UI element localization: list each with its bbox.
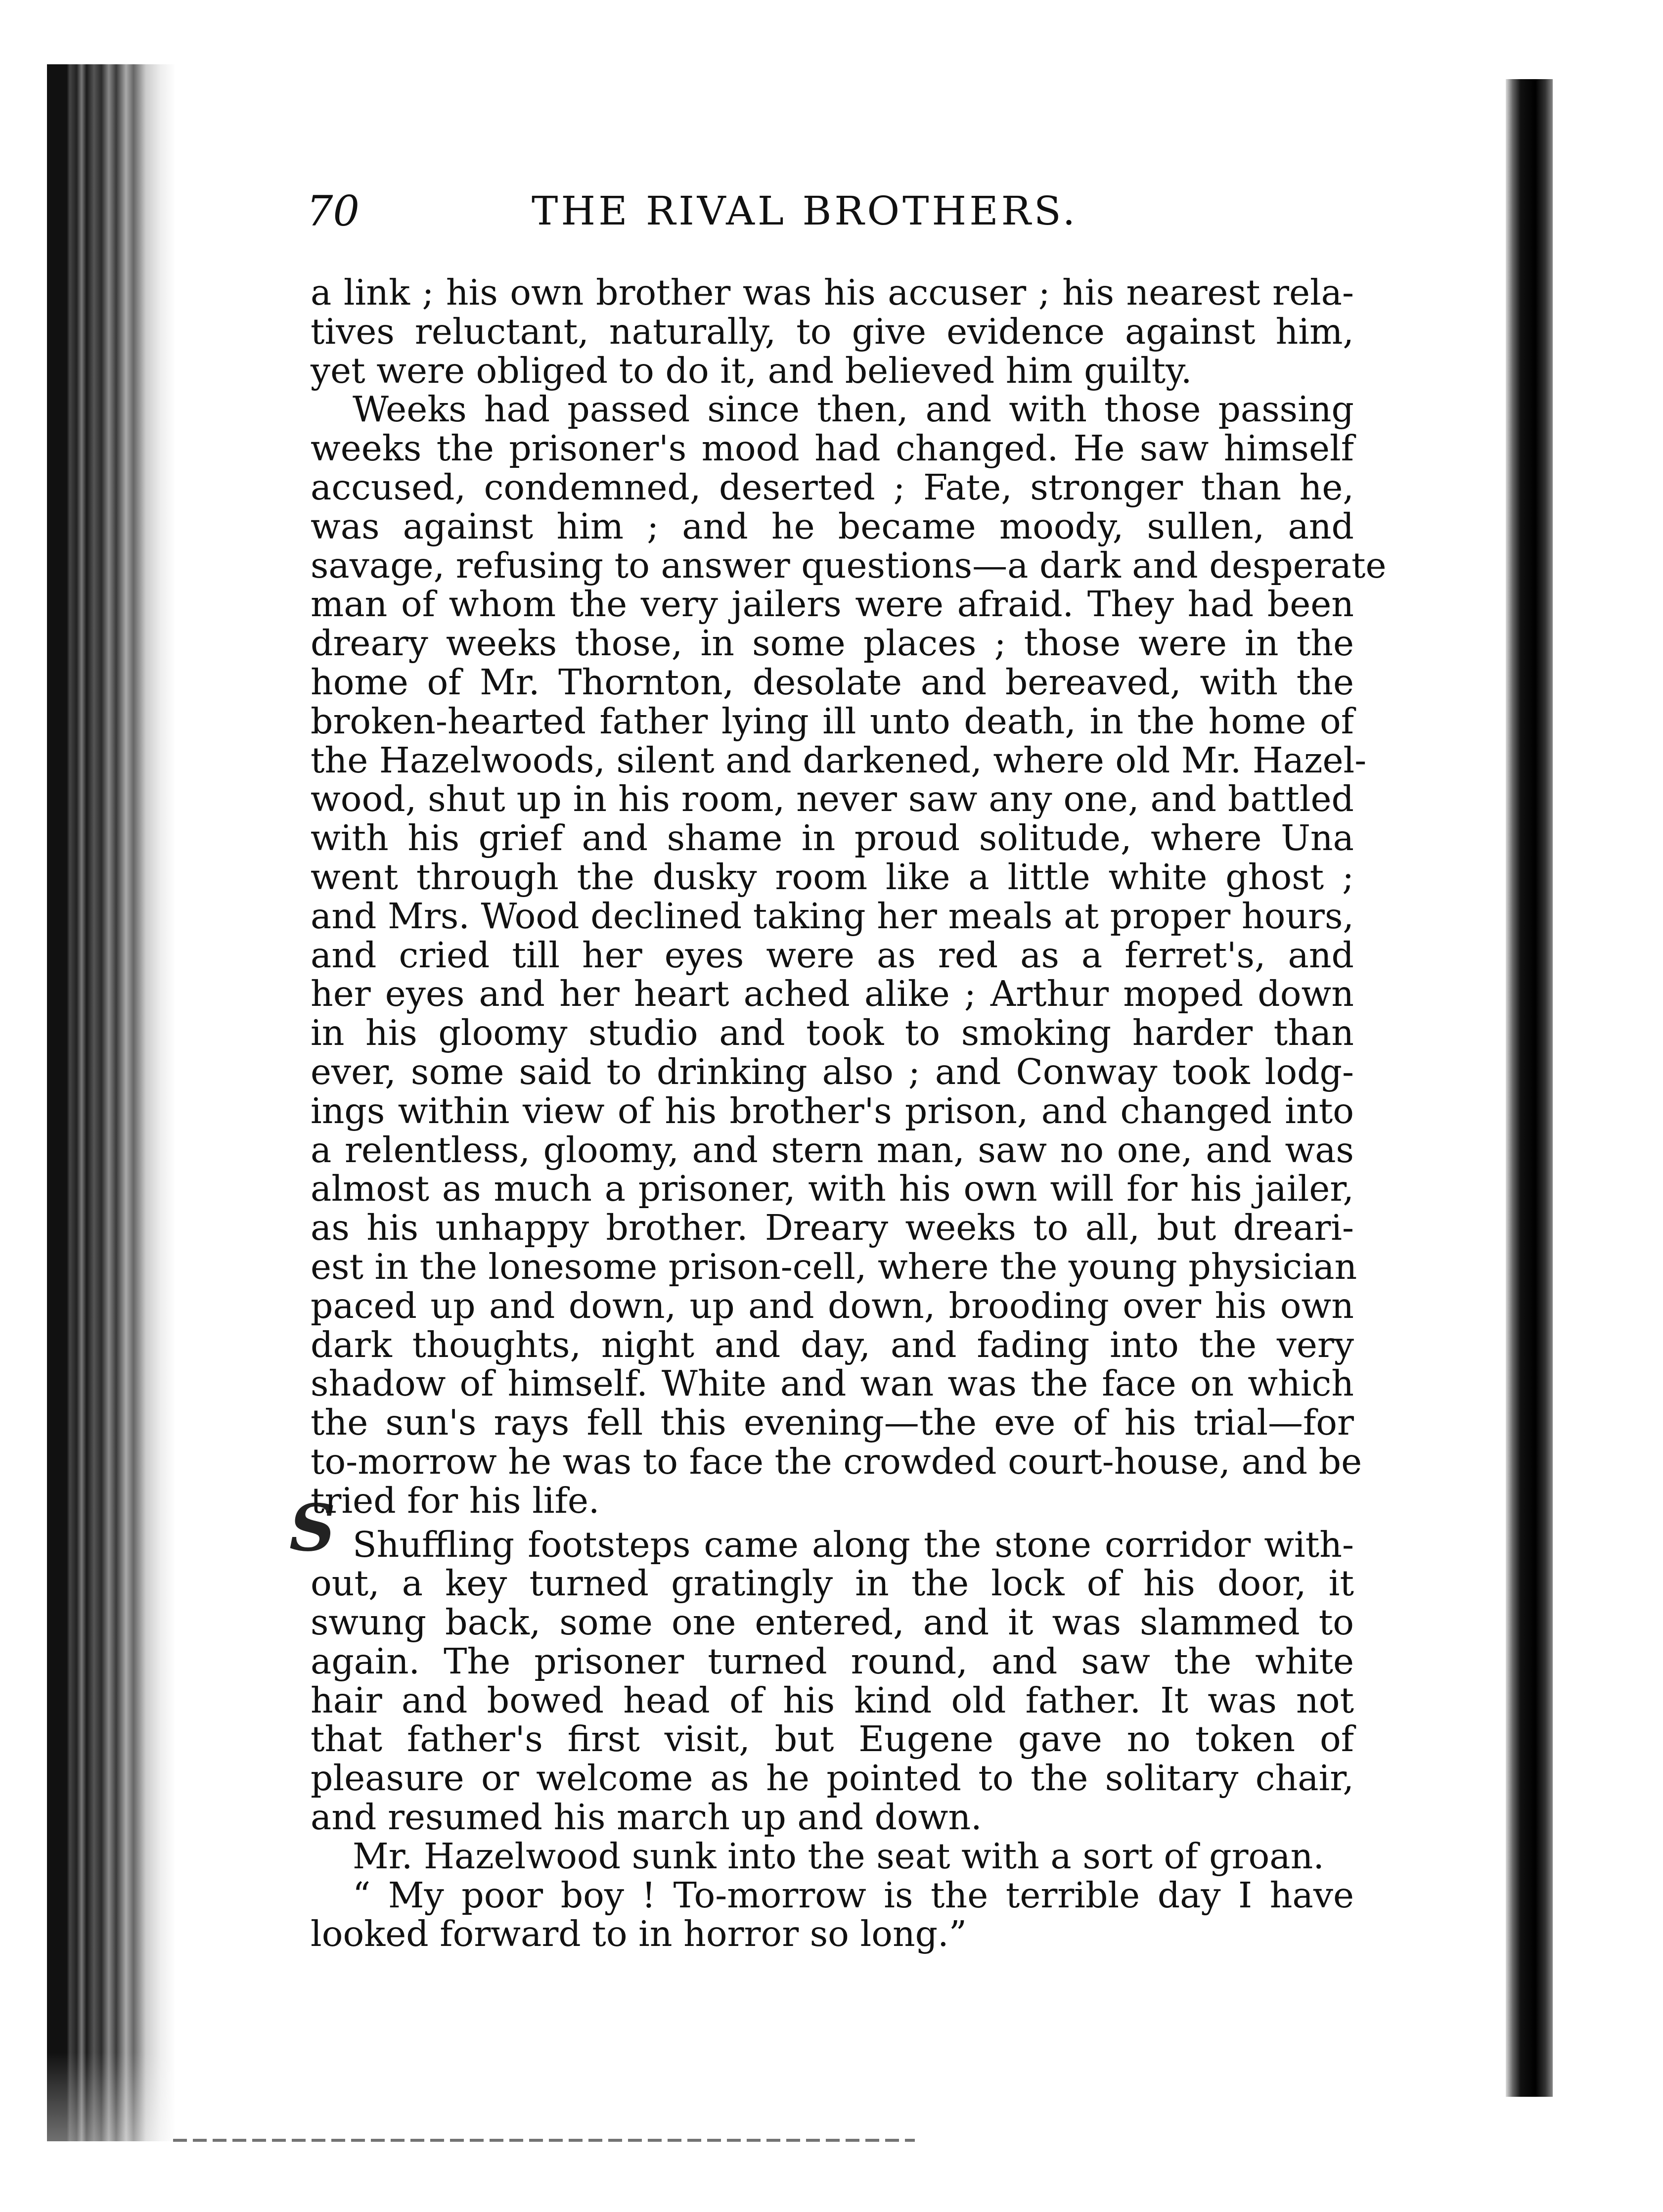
text-line: est in the lonesome prison-cell, where the young physician [311,1246,1357,1287]
paragraph-p5 [311,1876,1354,1954]
text-line: as his unhappy brother. Dreary weeks to all, but dreari- [311,1207,1354,1249]
text-line: a relentless, gloomy, and stern man, saw no one, and was [311,1129,1354,1171]
text-line: her eyes and her heart ached alike ; Arthur moped down [311,973,1354,1015]
text-line: yet were obliged to do it, and believed him guilty. [311,350,1192,391]
page-number: 70 [307,187,360,235]
running-title: THE RIVAL BROTHERS. [532,188,1079,234]
bottom-dashed-rule [173,2139,915,2142]
text-line: hair and bowed head of his kind old father. It was not [311,1679,1354,1721]
text-line: to-morrow he was to face the crowded court-house, and be [311,1441,1362,1482]
text-line: paced up and down, up and down, brooding over his own [311,1285,1354,1326]
book-spine-binding [47,64,176,2141]
text-line: man of whom the very jailers were afraid. They had been [311,584,1354,625]
text-line: the sun's rays fell this evening—the eve of his trial—for [311,1402,1354,1444]
text-line: almost as much a prisoner, with his own will for his jailer, [311,1168,1354,1210]
text-line: was against him ; and he became moody, sullen, and [311,505,1354,547]
text-line: out, a key turned gratingly in the lock of his door, it [311,1563,1354,1604]
text-line: a link ; his own brother was his accuser ; his nearest rela- [311,272,1354,313]
text-line: pleasure or welcome as he pointed to the solitary chair, [311,1758,1354,1799]
text-line: swung back, some one entered, and it was slammed to [311,1602,1354,1643]
text-line: Mr. Hazelwood sunk into the seat with a sort of groan. [353,1835,1324,1877]
text-line: “ My poor boy ! To-morrow is the terrible day I have [353,1874,1354,1916]
text-line: weeks the prisoner's mood had changed. He saw himself [311,428,1354,469]
text-line: wood, shut up in his room, never saw any one, and battled [311,778,1354,820]
text-line: ings within view of his brother's prison, and changed into [311,1090,1354,1131]
paragraph-p2 [311,389,1387,1521]
text-line: accused, condemned, deserted ; Fate, stronger than he, [311,466,1354,508]
text-line: and Mrs. Wood declined taking her meals at proper hours, [311,895,1354,937]
running-header [307,184,1350,238]
paragraph-p4 [311,1837,1354,1876]
handwritten-ink-mark: S [289,1490,336,1566]
paragraph-p3 [311,1526,1354,1837]
text-line: in his gloomy studio and took to smoking harder than [311,1012,1354,1054]
text-line: tried for his life. [311,1480,600,1521]
text-line: ever, some said to drinking also ; and Conway took lodg- [311,1051,1354,1092]
page-edge-shadow [1506,79,1553,2097]
text-line: again. The prisoner turned round, and saw the white [311,1640,1354,1682]
text-line: went through the dusky room like a little white ghost ; [311,856,1354,898]
text-line: looked forward to in horror so long.” [311,1913,967,1955]
text-line: with his grief and shame in proud solitude, where Una [311,817,1354,859]
text-line: home of Mr. Thornton, desolate and bereaved, with the [311,661,1354,703]
text-line: the Hazelwoods, silent and darkened, where old Mr. Hazel- [311,739,1367,781]
text-line: and resumed his march up and down. [311,1797,982,1838]
paragraph-p1 [311,273,1354,390]
text-line: savage, refusing to answer questions—a dark and desperate [311,544,1387,586]
text-line: and cried till her eyes were as red as a ferret's, and [311,934,1354,976]
text-line: dark thoughts, night and day, and fading into the very [311,1324,1354,1365]
text-line: Weeks had passed since then, and with those passing [353,389,1354,430]
text-line: that father's first visit, but Eugene gave no token of [311,1718,1354,1760]
spine-shadow [47,2052,176,2141]
text-line: Shuffling footsteps came along the stone corridor with- [353,1524,1354,1565]
text-line: shadow of himself. White and wan was the face on which [311,1363,1354,1404]
text-line: broken-hearted father lying ill unto death, in the home of [311,700,1354,742]
text-line: tives reluctant, naturally, to give evidence against him, [311,311,1354,352]
text-line: dreary weeks those, in some places ; those were in the [311,623,1354,664]
body-text [311,272,1387,1955]
